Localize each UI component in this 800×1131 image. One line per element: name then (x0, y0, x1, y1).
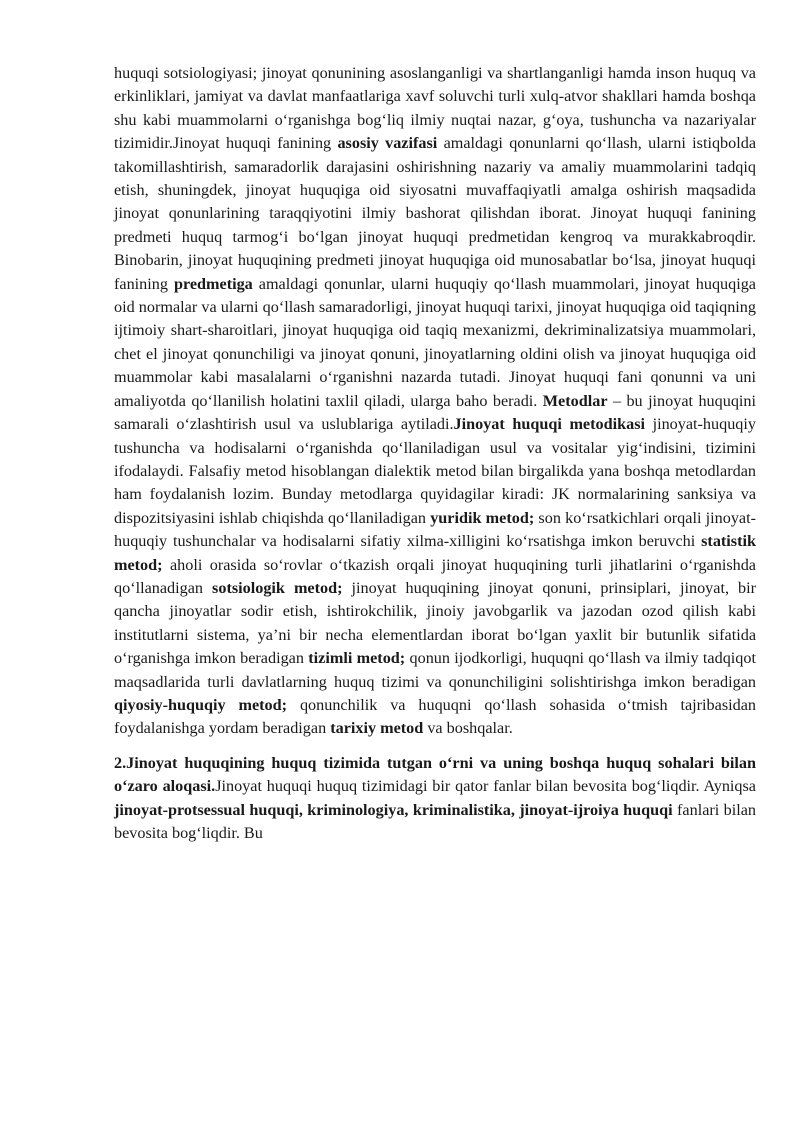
bold-term-main-task: asosiy vazifasi (337, 134, 438, 153)
bold-term-comparative-method: qiyosiy-huquqiy metod; (114, 695, 288, 714)
bold-term-methods: Metodlar (542, 391, 608, 410)
bold-term-historical-method: tarixiy metod (330, 719, 424, 738)
bold-term-systemic-method: tizimli metod; (308, 649, 406, 668)
text-run: Jinoyat huquqi huquq tizimidagi bir qator fanlar bilan bevosita bog‘liqdir. Ayniqsa (215, 777, 756, 796)
bold-term-methodology: Jinoyat huquqi metodikasi (453, 415, 645, 434)
paragraph-methods (114, 62, 756, 741)
text-run: jinoyat huquqining jinoyat qonuni, prinsiplari, jinoyat, bir qancha jinoyatlar sodir etish, ishtirokchilik, jinoiy javobgarlik va jazodan ozod qilish kabi institutlarni sistema, ya’ni bir necha elementlardan iborat bo‘lgan yaxlit bir butunlik sifatida o‘rganishga imkon beradigan (114, 578, 757, 668)
bold-term-related-fields: jinoyat-protsessual huquqi, kriminologiya, kriminalistika, jinoyat-ijroiya huquqi (114, 800, 673, 819)
text-run: qonun ijodkorligi, huquqni qo‘llash va ilmiy tadqiqot maqsadlarida turli davlatlarning huquq tizimi va qonunchiligini solishtirishga imkon beradigan (114, 649, 756, 691)
text-run: aholi orasida so‘rovlar o‘tkazish orqali jinoyat huquqining turli jihatlarini o‘rganishda qo‘llanadigan (114, 555, 756, 597)
text-run: qonunchilik va huquqni qo‘llash sohasida o‘tmish tajribasidan foydalanishga yordam beradigan (114, 695, 756, 738)
document-page (114, 62, 756, 845)
bold-term-sociological-method: sotsiologik metod; (212, 578, 343, 597)
bold-term-statistical-method: statistik metod; (114, 532, 756, 574)
text-run: amaldagi qonunlar, ularni huquqiy qo‘llash muammolari, jinoyat huquqiga oid normalar va ularni qo‘llash samaradorligi, jinoyat huquqi tarixi, jinoyat huquqiga oid taqiqning ijtimoiy shart-sharoitlari, jinoyat huquqiga oid taqiq mexanizmi, dekriminalizatsiya muammolari, chet el jinoyat qonunchiligi va jinoyat qonuni, jinoyatlarning oldini olish va jinoyat huquqiga oid muammolar kabi masalalarni o‘rganishni nazarda tutadi. Jinoyat huquqi fani qonunni va uni amaliyotda qo‘llanilish holatini taxlil qiladi, ularga baho beradi. (114, 274, 756, 410)
text-run: va boshqalar. (423, 719, 513, 738)
text-run: huquqi sotsiologiyasi; jinoyat qonunining asoslanganligi va shartlanganligi hamda inson huquq va erkinliklari, jamiyat va davlat manfaatlariga xavf soluvchi turli xulq-atvor shakllari hamda boshqa shu kabi muammolarni o‘rganishga bog‘liq ilmiy nuqtai nazar, g‘oya, tushuncha va nazariyalar tizimidir.Jinoyat huquqi fanining (114, 64, 756, 153)
paragraph-section-2 (114, 752, 756, 846)
section-heading: 2.Jinoyat huquqining huquq tizimida tutgan o‘rni va uning boshqa huquq sohalari bilan o‘zaro aloqasi. (114, 753, 756, 796)
text-run: amaldagi qonunlarni qo‘llash, ularni istiqbolda takomillashtirish, samaradorlik darajasini oshirishning nazariy va amaliy muammolarini tadqiq etish, shuningdek, jinoyat huquqiga oid siyosatni muvaffaqiyatli amalga oshirish maqsadida jinoyat qonunlarining taraqqiyotini ilmiy bashorat qilishdan iborat. Jinoyat huquqi fanining predmeti huquq tarmog‘i bo‘lgan jinoyat huquqi predmetidan kengroq va murakkabroqdir. Binobarin, jinoyat huquqining predmeti jinoyat huquqiga oid munosabatlar bo‘lsa, jinoyat huquqi fanining (114, 134, 757, 293)
text-run: fanlari bilan bevosita bog‘liqdir. Bu (114, 800, 757, 842)
text-run: – bu jinoyat huquqini samarali o‘zlashtirish usul va uslublariga aytiladi. (114, 391, 756, 434)
text-run: son ko‘rsatkichlari orqali jinoyat-huquqiy tushunchalar va hodisalarni sifatiy xilma-xilligini ko‘rsatishga imkon beruvchi (114, 508, 756, 551)
text-run: jinoyat-huquqiy tushuncha va hodisalarni o‘rganishda qo‘llaniladigan usul va vositalar yig‘indisini, tizimini ifodalaydi. Falsafiy metod hisoblangan dialektik metod bilan birgalikda yana boshqa metodlardan ham foydalanish lozim. Bunday metodlarga quyidagilar kiradi: JK normalarining sanksiya va dispozitsiyasini ishlab chiqishda qo‘llaniladigan (114, 415, 756, 527)
bold-term-subject: predmetiga (173, 274, 253, 293)
bold-term-legal-method: yuridik metod; (430, 508, 535, 527)
